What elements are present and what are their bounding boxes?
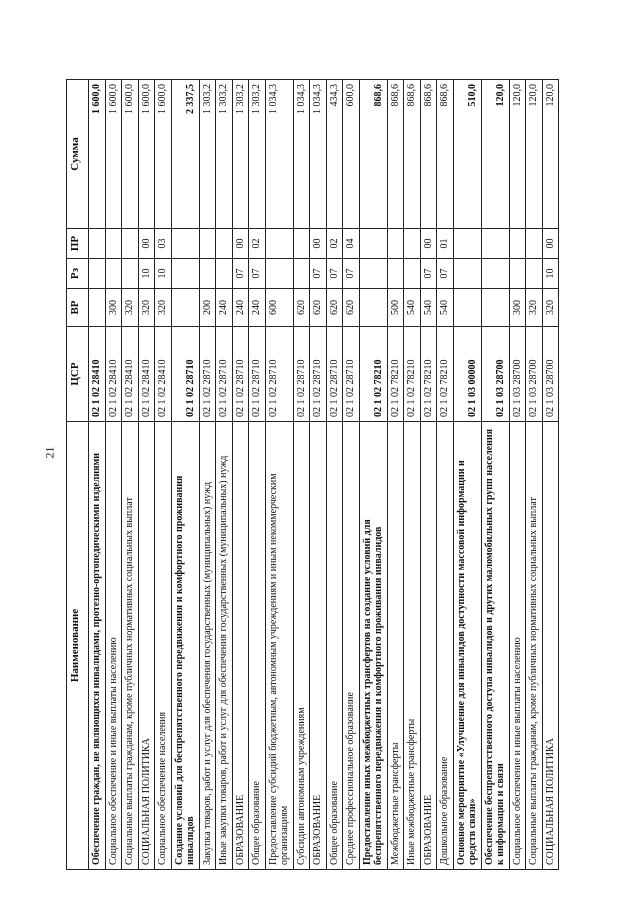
table-row <box>420 80 437 870</box>
cell-name: Дошкольное образование <box>437 422 454 870</box>
cell-vr: 540 <box>404 289 421 327</box>
cell-vr <box>359 289 387 327</box>
cell-name: СОЦИАЛЬНАЯ ПОЛИТИКА <box>138 422 155 870</box>
cell-csr: 02 1 02 28710 <box>343 327 360 422</box>
cell-vr: 320 <box>526 289 543 327</box>
cell-rz: 07 <box>232 259 249 289</box>
table-row <box>326 80 343 870</box>
cell-rz <box>481 259 509 289</box>
cell-sum: 600,0 <box>343 80 360 229</box>
cell-csr: 02 1 02 28710 <box>249 327 266 422</box>
cell-sum: 120,0 <box>526 80 543 229</box>
cell-csr: 02 1 02 28710 <box>171 327 199 422</box>
cell-rz <box>171 259 199 289</box>
cell-csr: 02 1 03 28700 <box>542 327 559 422</box>
cell-sum: 1 303,2 <box>199 80 216 229</box>
cell-name: Иные межбюджетные трансферты <box>404 422 421 870</box>
cell-name: Социальное обеспечение населения <box>155 422 172 870</box>
cell-csr: 02 1 02 28710 <box>326 327 343 422</box>
cell-vr: 620 <box>293 289 310 327</box>
budget-table <box>66 79 559 870</box>
cell-vr: 320 <box>138 289 155 327</box>
cell-pr: 02 <box>249 229 266 259</box>
cell-name: СОЦИАЛЬНАЯ ПОЛИТИКА <box>542 422 559 870</box>
table-row <box>171 80 199 870</box>
header-pr: ПР <box>67 229 89 259</box>
cell-pr <box>509 229 526 259</box>
cell-name: Предоставление иных межбюджетных трансфертов на создание условий для беспрепятственного передвижения и комфортного проживания инвалидов <box>359 422 387 870</box>
header-csr: ЦСР <box>67 327 89 422</box>
cell-pr: 04 <box>343 229 360 259</box>
cell-rz: 07 <box>249 259 266 289</box>
table-row <box>359 80 387 870</box>
cell-vr: 240 <box>216 289 233 327</box>
cell-rz <box>105 259 122 289</box>
cell-vr <box>171 289 199 327</box>
cell-sum: 1 303,2 <box>249 80 266 229</box>
cell-vr <box>481 289 509 327</box>
table-row <box>404 80 421 870</box>
table-row <box>138 80 155 870</box>
cell-vr: 620 <box>326 289 343 327</box>
table-row <box>453 80 481 870</box>
cell-pr <box>89 229 106 259</box>
table-row <box>343 80 360 870</box>
table-row <box>293 80 310 870</box>
cell-rz <box>359 259 387 289</box>
cell-vr: 300 <box>509 289 526 327</box>
cell-name: Социальные выплаты гражданам, кроме публичных нормативных социальных выплат <box>122 422 139 870</box>
cell-pr: 00 <box>138 229 155 259</box>
cell-rz: 10 <box>155 259 172 289</box>
page-number-text: 21 <box>42 446 57 459</box>
cell-vr: 600 <box>265 289 293 327</box>
cell-csr: 02 1 02 78210 <box>387 327 404 422</box>
cell-vr: 240 <box>232 289 249 327</box>
cell-vr: 620 <box>310 289 327 327</box>
cell-sum: 1 600,0 <box>105 80 122 229</box>
cell-pr <box>526 229 543 259</box>
table-row <box>310 80 327 870</box>
cell-sum: 1 600,0 <box>122 80 139 229</box>
cell-sum: 1 303,2 <box>216 80 233 229</box>
cell-csr: 02 1 02 78210 <box>420 327 437 422</box>
rotated-table-wrapper <box>66 80 582 870</box>
cell-vr: 500 <box>387 289 404 327</box>
cell-rz: 10 <box>542 259 559 289</box>
cell-rz: 07 <box>310 259 327 289</box>
cell-name: Иные закупки товаров, работ и услуг для обеспечения государственных (муниципальных) нужд <box>216 422 233 870</box>
table-row <box>481 80 509 870</box>
cell-pr <box>453 229 481 259</box>
cell-name: ОБРАЗОВАНИЕ <box>232 422 249 870</box>
cell-pr <box>122 229 139 259</box>
cell-vr: 540 <box>437 289 454 327</box>
cell-csr: 02 1 02 28710 <box>293 327 310 422</box>
cell-pr <box>293 229 310 259</box>
cell-sum: 120,0 <box>481 80 509 229</box>
cell-sum: 868,6 <box>404 80 421 229</box>
cell-rz <box>199 259 216 289</box>
table-row <box>526 80 543 870</box>
cell-name: Субсидии автономным учреждениям <box>293 422 310 870</box>
cell-csr: 02 1 02 28410 <box>105 327 122 422</box>
cell-sum: 1 600,0 <box>89 80 106 229</box>
cell-pr <box>216 229 233 259</box>
table-row <box>509 80 526 870</box>
cell-vr: 240 <box>249 289 266 327</box>
cell-vr <box>89 289 106 327</box>
table-row <box>216 80 233 870</box>
cell-name: Закупка товаров, работ и услуг для обеспечения государственных (муниципальных) нужд <box>199 422 216 870</box>
table-body <box>89 80 559 870</box>
cell-csr: 02 1 03 28700 <box>526 327 543 422</box>
cell-csr: 02 1 02 28410 <box>155 327 172 422</box>
cell-sum: 1 303,2 <box>232 80 249 229</box>
cell-name: Обеспечение беспрепятственного доступа инвалидов и других маломобильных групп населения к информации и связи <box>481 422 509 870</box>
cell-rz: 07 <box>343 259 360 289</box>
cell-sum: 2 337,5 <box>171 80 199 229</box>
table-row <box>89 80 106 870</box>
cell-name: Предоставление субсидий бюджетным, автономным учреждениям и иным некоммерческим организациям <box>265 422 293 870</box>
table-row <box>542 80 559 870</box>
cell-csr: 02 1 02 78210 <box>404 327 421 422</box>
cell-csr: 02 1 02 28710 <box>310 327 327 422</box>
cell-name: ОБРАЗОВАНИЕ <box>420 422 437 870</box>
cell-sum: 1 034,3 <box>293 80 310 229</box>
cell-name: Обеспечение граждан, не являющихся инвалидами, протезно-ортопедическими изделиями <box>89 422 106 870</box>
cell-rz <box>293 259 310 289</box>
table-row <box>387 80 404 870</box>
cell-rz <box>265 259 293 289</box>
cell-pr: 00 <box>420 229 437 259</box>
cell-name: Социальное обеспечение и иные выплаты населению <box>105 422 122 870</box>
cell-name: Социальные выплаты гражданам, кроме публичных нормативных социальных выплат <box>526 422 543 870</box>
cell-pr <box>481 229 509 259</box>
cell-sum: 868,6 <box>359 80 387 229</box>
cell-name: Общее образование <box>249 422 266 870</box>
budget-table-container <box>66 80 582 870</box>
cell-vr: 320 <box>155 289 172 327</box>
table-row <box>232 80 249 870</box>
cell-rz <box>526 259 543 289</box>
cell-pr: 00 <box>542 229 559 259</box>
cell-csr: 02 1 03 28700 <box>509 327 526 422</box>
cell-rz: 07 <box>420 259 437 289</box>
cell-pr <box>171 229 199 259</box>
table-row <box>155 80 172 870</box>
cell-sum: 510,0 <box>453 80 481 229</box>
cell-csr: 02 1 02 28710 <box>216 327 233 422</box>
cell-name: Основное мероприятие «Улучшение для инвалидов доступности массовой информации и средств связи» <box>453 422 481 870</box>
cell-sum: 1 034,3 <box>310 80 327 229</box>
cell-sum: 868,6 <box>437 80 454 229</box>
cell-sum: 434,3 <box>326 80 343 229</box>
cell-csr: 02 1 03 28700 <box>481 327 509 422</box>
cell-csr: 02 1 02 28710 <box>199 327 216 422</box>
cell-csr: 02 1 02 78210 <box>359 327 387 422</box>
cell-sum: 1 600,0 <box>155 80 172 229</box>
cell-pr: 01 <box>437 229 454 259</box>
cell-pr <box>404 229 421 259</box>
header-rz: Рз <box>67 259 89 289</box>
table-row <box>265 80 293 870</box>
cell-sum: 120,0 <box>542 80 559 229</box>
cell-csr: 02 1 02 78210 <box>437 327 454 422</box>
cell-sum: 120,0 <box>509 80 526 229</box>
table-header-row <box>67 80 89 870</box>
cell-csr: 02 1 02 28410 <box>138 327 155 422</box>
cell-name: Среднее профессиональное образование <box>343 422 360 870</box>
cell-vr: 620 <box>343 289 360 327</box>
cell-sum: 868,6 <box>420 80 437 229</box>
header-name: Наименование <box>67 422 89 870</box>
cell-rz <box>404 259 421 289</box>
table-row <box>122 80 139 870</box>
cell-pr: 00 <box>232 229 249 259</box>
table-row <box>199 80 216 870</box>
cell-rz: 10 <box>138 259 155 289</box>
cell-rz <box>509 259 526 289</box>
header-vr: ВР <box>67 289 89 327</box>
header-sum: Сумма <box>67 80 89 229</box>
cell-name: Межбюджетные трансферты <box>387 422 404 870</box>
cell-rz <box>89 259 106 289</box>
cell-sum: 1 034,3 <box>265 80 293 229</box>
cell-rz <box>122 259 139 289</box>
cell-name: Общее образование <box>326 422 343 870</box>
cell-rz <box>453 259 481 289</box>
cell-name: Социальное обеспечение и иные выплаты населению <box>509 422 526 870</box>
page-number <box>40 445 60 460</box>
cell-vr: 320 <box>122 289 139 327</box>
cell-rz: 07 <box>437 259 454 289</box>
cell-rz: 07 <box>326 259 343 289</box>
cell-csr: 02 1 02 28710 <box>265 327 293 422</box>
cell-pr <box>265 229 293 259</box>
cell-vr: 300 <box>105 289 122 327</box>
table-row <box>437 80 454 870</box>
cell-vr <box>453 289 481 327</box>
cell-csr: 02 1 03 00000 <box>453 327 481 422</box>
cell-pr <box>387 229 404 259</box>
cell-vr: 320 <box>542 289 559 327</box>
table-row <box>249 80 266 870</box>
cell-pr <box>105 229 122 259</box>
cell-csr: 02 1 02 28410 <box>89 327 106 422</box>
cell-csr: 02 1 02 28410 <box>122 327 139 422</box>
cell-name: ОБРАЗОВАНИЕ <box>310 422 327 870</box>
cell-csr: 02 1 02 28710 <box>232 327 249 422</box>
cell-vr: 540 <box>420 289 437 327</box>
cell-sum: 1 600,0 <box>138 80 155 229</box>
cell-sum: 868,6 <box>387 80 404 229</box>
table-row <box>105 80 122 870</box>
cell-pr <box>199 229 216 259</box>
cell-rz <box>216 259 233 289</box>
cell-pr: 02 <box>326 229 343 259</box>
cell-name: Создание условий для беспрепятственного передвижения и комфортного проживания инвалидов <box>171 422 199 870</box>
cell-pr <box>359 229 387 259</box>
cell-rz <box>387 259 404 289</box>
cell-pr: 03 <box>155 229 172 259</box>
cell-vr: 200 <box>199 289 216 327</box>
cell-pr: 00 <box>310 229 327 259</box>
